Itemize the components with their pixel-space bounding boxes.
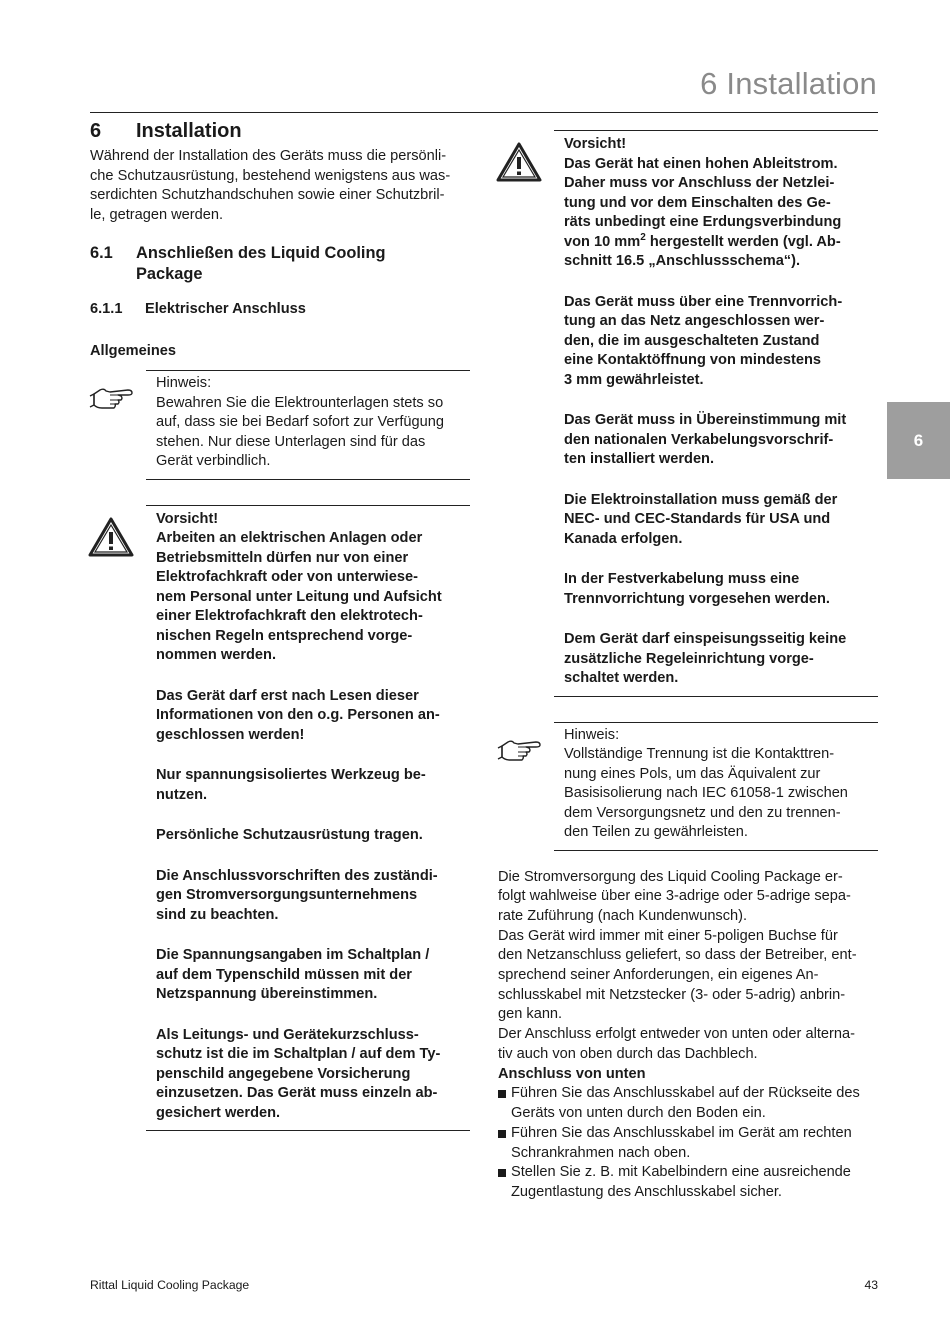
text-line: nutzen. xyxy=(156,786,208,803)
text-line: nommen werden. xyxy=(156,647,277,664)
warning-text xyxy=(564,155,878,689)
text-line: Während der Installation des Geräts muss die persönli- xyxy=(90,148,447,164)
note-box xyxy=(554,722,878,851)
text-line: Führen Sie das Anschlusskabel im Gerät am rechten xyxy=(511,1124,852,1141)
text-line: Trennvorrichtung vorgesehen werden. xyxy=(564,590,830,607)
text-line: che Schutzausrüstung, bestehend wenigstens aus was- xyxy=(90,167,451,184)
list-item xyxy=(498,1124,878,1164)
note-label: Hinweis: xyxy=(156,375,212,392)
header-rule xyxy=(90,112,878,113)
text-line: Elektrofachkraft oder von unterwiese- xyxy=(156,569,418,586)
warning-triangle-icon xyxy=(496,141,542,188)
text-line: Geräts von unten durch den Boden ein. xyxy=(511,1105,766,1122)
right-column xyxy=(498,130,878,1203)
text-line: penschild angegebene Vorsicherung xyxy=(156,1065,411,1082)
body-paragraph xyxy=(498,868,878,1065)
text-line: schlusskabel mit Netzstecker (3- oder 5-adrig) anbrin- xyxy=(498,986,846,1003)
text-line: Zugentlastung des Anschlusskabel sicher. xyxy=(511,1184,782,1201)
superscript: 2 xyxy=(640,231,646,243)
bullet-list xyxy=(498,1084,878,1203)
text-line: Führen Sie das Anschlusskabel auf der Rückseite des xyxy=(511,1085,860,1102)
warning-paragraph xyxy=(564,155,878,272)
text-line: Der Anschluss erfolgt entweder von unten oder alterna- xyxy=(498,1026,855,1043)
text-fragment: von 10 mm xyxy=(564,233,641,250)
warning-paragraph xyxy=(156,687,470,746)
warning-paragraph xyxy=(564,491,878,550)
text-line: Informationen von den o.g. Personen an- xyxy=(156,707,440,724)
text-line: nem Personal unter Leitung und Aufsicht xyxy=(156,588,442,605)
pointing-hand-icon xyxy=(88,385,136,420)
text-line xyxy=(564,233,878,253)
text-line: den Netzanschluss geliefert, so dass der Betreiber, ent- xyxy=(498,947,857,964)
text-line: ten installiert werden. xyxy=(564,451,715,467)
bullet-square-icon xyxy=(498,1163,511,1203)
warning-box xyxy=(146,505,470,1132)
text-line: Die Elektroinstallation muss gemäß der xyxy=(564,491,838,508)
text-line: Gerät verbindlich. xyxy=(156,453,271,470)
warning-paragraph xyxy=(156,946,470,1005)
warning-paragraph xyxy=(156,867,470,926)
text-line: einzusetzen. Das Gerät muss einzeln ab- xyxy=(156,1085,438,1102)
list-item xyxy=(498,1084,878,1124)
text-line: Dem Gerät darf einspeisungsseitig keine xyxy=(564,631,847,647)
text-line: Kanada erfolgen. xyxy=(564,530,683,547)
text-line: folgt wahlweise über eine 3-adrige oder 5-adrige sepa- xyxy=(498,888,851,905)
chapter-tab[interactable] xyxy=(887,402,950,479)
text-line: den nationalen Verkabelungsvorschrif- xyxy=(564,431,834,448)
text-line: Das Gerät muss in Übereinstimmung mit xyxy=(564,412,847,428)
warning-paragraph xyxy=(564,630,878,689)
warning-paragraph xyxy=(564,411,878,470)
bullet-square-icon xyxy=(498,1084,511,1124)
warning-paragraph xyxy=(156,1026,470,1124)
text-line: Nur spannungsisoliertes Werkzeug be- xyxy=(156,767,426,784)
text-line: Arbeiten an elektrischen Anlagen oder xyxy=(156,530,423,547)
text-line: 3 mm gewährleistet. xyxy=(564,371,704,388)
text-line: Das Gerät muss über eine Trennvorrich- xyxy=(564,293,843,310)
section-heading xyxy=(90,120,472,143)
text-line: le, getragen werden. xyxy=(90,206,224,223)
text-line: räts unbedingt eine Erdungsverbindung xyxy=(564,214,842,230)
text-line: eine Kontaktöffnung von mindestens xyxy=(564,352,822,368)
text-line: sind zu beachten. xyxy=(156,906,279,923)
subheading-from-below: Anschluss von unten xyxy=(498,1065,646,1082)
section-number: 6 xyxy=(90,120,102,142)
text-line: In der Festverkabelung muss eine xyxy=(564,571,800,587)
text-line: einer Elektrofachkraft den elektrotech- xyxy=(156,608,423,625)
left-column xyxy=(90,120,472,1131)
page-number: 43 xyxy=(864,1278,878,1292)
text-line: Persönliche Schutzausrüstung tragen. xyxy=(156,827,423,844)
text-line: Betriebsmitteln dürfen nur von einer xyxy=(156,549,409,566)
subsubsection-heading xyxy=(90,300,472,319)
text-line: nung eines Pols, um das Äquivalent zur xyxy=(564,765,821,782)
text-line: auf dem Typenschild müssen mit der xyxy=(156,966,412,983)
general-heading: Allgemeines xyxy=(90,343,176,360)
warning-paragraph xyxy=(156,529,470,666)
text-line: nischen Regeln entsprechend vorge- xyxy=(156,627,413,644)
intro-paragraph xyxy=(90,147,472,225)
subsection-title-line: Package xyxy=(136,264,203,283)
note-text xyxy=(156,394,470,472)
text-line: Das Gerät darf erst nach Lesen dieser xyxy=(156,687,419,704)
text-line: NEC- und CEC-Standards für USA und xyxy=(564,511,831,527)
text-line: tung an das Netz angeschlossen wer- xyxy=(564,313,825,329)
text-line: Die Spannungsangaben im Schaltplan / xyxy=(156,947,430,964)
note-box xyxy=(146,370,470,480)
warning-paragraph xyxy=(156,766,470,805)
text-line: den, die im ausgeschalteten Zustand xyxy=(564,332,820,349)
text-line: serdichten Schutzhandschuhen sowie einer Schutzbril- xyxy=(90,187,445,204)
text-line: Daher muss vor Anschluss der Netzlei- xyxy=(564,175,835,191)
chapter-tab-label: 6 xyxy=(913,430,924,450)
text-line: sprechend seiner Anforderungen, ein eigenes An- xyxy=(498,967,819,984)
text-line: schnitt 16.5 „Anschlussschema“). xyxy=(564,253,801,269)
text-line: rate Zuführung (nach Kundenwunsch). xyxy=(498,907,748,924)
section-title: Installation xyxy=(136,120,242,142)
text-line: Basisisolierung nach IEC 61058-1 zwischen xyxy=(564,785,848,801)
text-line: stehen. Nur diese Unterlagen sind für das xyxy=(156,433,426,450)
subsubsection-title: Elektrischer Anschluss xyxy=(145,301,306,318)
warning-triangle-icon xyxy=(88,516,134,563)
text-line: Das Gerät wird immer mit einer 5-poligen Buchse für xyxy=(498,927,838,944)
text-line: Schrankrahmen nach oben. xyxy=(511,1144,691,1161)
text-line: gesichert werden. xyxy=(156,1104,281,1121)
footer-product-name: Rittal Liquid Cooling Package xyxy=(90,1278,250,1292)
warning-label: Vorsicht! xyxy=(564,136,627,152)
note-label: Hinweis: xyxy=(564,726,620,743)
warning-box xyxy=(554,130,878,697)
subsubsection-number: 6.1.1 xyxy=(90,301,123,318)
running-header-title: 6 Installation xyxy=(700,66,877,101)
text-line: schutz ist die im Schaltplan / auf dem Ty- xyxy=(156,1046,441,1063)
text-line: Die Stromversorgung des Liquid Cooling Package er- xyxy=(498,868,843,885)
text-fragment: hergestellt werden (vgl. Ab- xyxy=(645,233,841,250)
text-line: Stellen Sie z. B. mit Kabelbindern eine ausreichende xyxy=(511,1164,851,1181)
text-line: gen Stromversorgungsunternehmens xyxy=(156,887,418,904)
text-line: Als Leitungs- und Gerätekurzschluss- xyxy=(156,1026,419,1043)
subsection-title-line: Anschließen des Liquid Cooling xyxy=(136,244,386,263)
warning-label: Vorsicht! xyxy=(156,510,219,527)
text-line: geschlossen werden! xyxy=(156,726,305,743)
text-line: Bewahren Sie die Elektrounterlagen stets so xyxy=(156,394,444,411)
text-line: Das Gerät hat einen hohen Ableitstrom. xyxy=(564,155,838,172)
text-line: schaltet werden. xyxy=(564,670,679,686)
warning-paragraph xyxy=(564,570,878,609)
text-line: gen kann. xyxy=(498,1006,563,1023)
text-line: zusätzliche Regeleinrichtung vorge- xyxy=(564,650,814,667)
text-line: Die Anschlussvorschriften des zuständi- xyxy=(156,867,438,884)
text-line: tung und vor dem Einschalten des Ge- xyxy=(564,194,831,211)
text-line: Netzspannung übereinstimmen. xyxy=(156,986,378,1003)
subsection-number: 6.1 xyxy=(90,244,113,263)
text-line: tiv auch von oben durch das Dachblech. xyxy=(498,1045,758,1062)
warning-paragraph xyxy=(156,826,470,846)
warning-paragraph xyxy=(564,293,878,391)
list-item xyxy=(498,1163,878,1203)
text-line: den Teilen zu gewährleisten. xyxy=(564,824,748,840)
text-line: dem Versorgungsnetz und den zu trennen- xyxy=(564,804,841,821)
note-text xyxy=(564,745,878,843)
warning-text xyxy=(156,529,470,1123)
subsection-heading xyxy=(90,243,472,284)
text-line: Vollständige Trennung ist die Kontakttren- xyxy=(564,746,835,762)
pointing-hand-icon xyxy=(496,737,544,772)
text-line: auf, dass sie bei Bedarf sofort zur Verfügung xyxy=(156,414,444,431)
bullet-square-icon xyxy=(498,1124,511,1164)
